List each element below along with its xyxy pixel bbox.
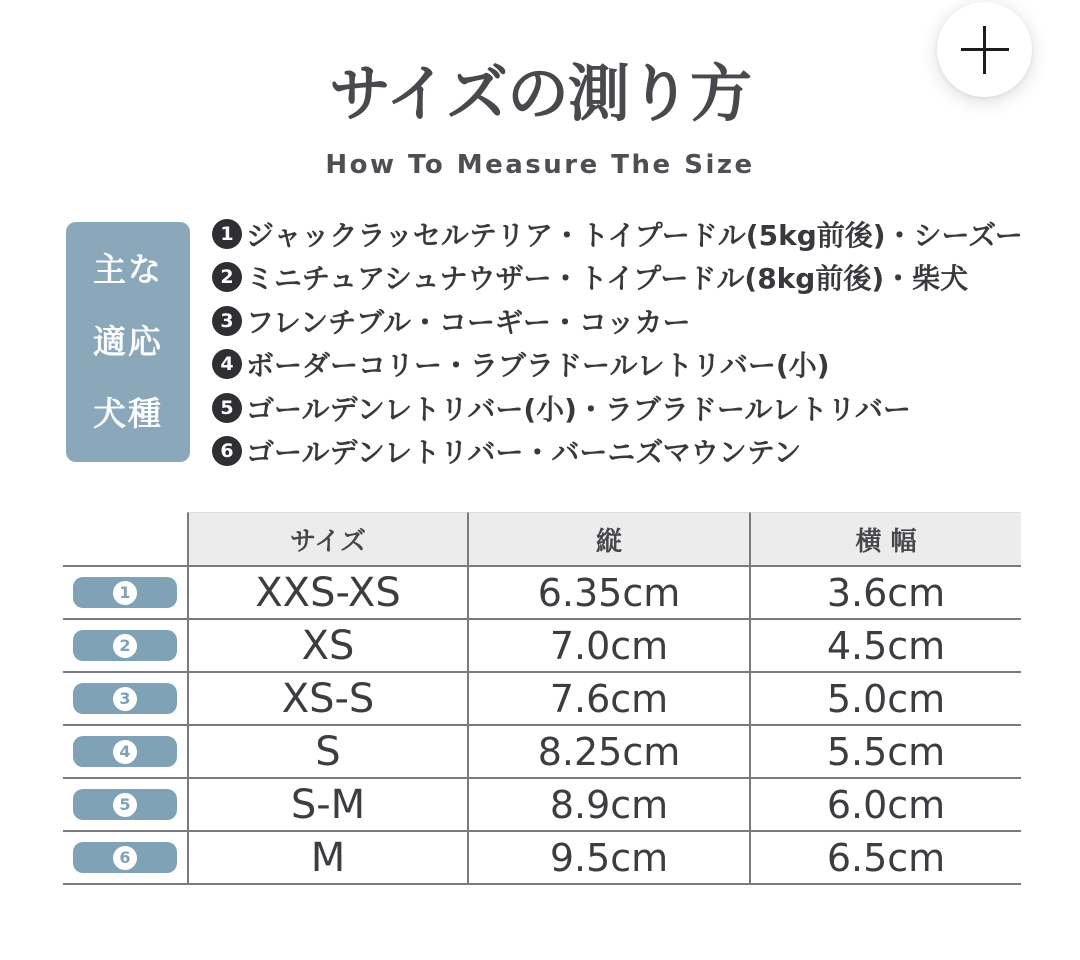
row-number-badge (73, 577, 177, 608)
breed-text: ゴールデンレトリバー・バーニズマウンテン (246, 436, 802, 470)
row-number: 4 (113, 740, 137, 764)
row-number-badge (73, 842, 177, 873)
breed-number-badge: 5 (212, 393, 242, 423)
length-cell: 7.0cm (467, 620, 749, 673)
breed-text: ゴールデンレトリバー(小)・ラブラドールレトリバー (246, 392, 911, 426)
breed-item (212, 299, 1023, 343)
breed-item (212, 430, 1023, 474)
length-cell: 6.35cm (467, 567, 749, 620)
column-header-size: サイズ (187, 512, 467, 567)
page-title: サイズの測り方 (328, 57, 752, 130)
breed-text: ミニチュアシュナウザー・トイプードル(8kg前後)・柴犬 (246, 262, 969, 296)
row-number-badge (73, 683, 177, 714)
length-cell: 7.6cm (467, 673, 749, 726)
length-cell: 9.5cm (467, 832, 749, 885)
size-cell: S (187, 726, 467, 779)
breed-label-line: 主な (93, 250, 163, 289)
row-number: 3 (113, 687, 137, 711)
row-badge-cell (63, 567, 187, 620)
length-cell: 8.9cm (467, 779, 749, 832)
breed-number-badge: 1 (212, 219, 242, 249)
breed-number-badge: 6 (212, 436, 242, 466)
width-cell: 3.6cm (749, 567, 1021, 620)
row-number: 6 (113, 846, 137, 870)
width-cell: 4.5cm (749, 620, 1021, 673)
breed-number-badge: 4 (212, 349, 242, 379)
row-number: 2 (113, 634, 137, 658)
row-number-badge (73, 736, 177, 767)
breed-number-badge: 2 (212, 262, 242, 292)
row-badge-cell (63, 779, 187, 832)
width-cell: 6.0cm (749, 779, 1021, 832)
size-table (63, 512, 1021, 885)
length-cell: 8.25cm (467, 726, 749, 779)
row-number-badge (73, 630, 177, 661)
size-cell: XS-S (187, 673, 467, 726)
breed-label-line: 犬種 (93, 394, 163, 433)
page-subtitle: How To Measure The Size (325, 150, 755, 180)
width-cell: 5.0cm (749, 673, 1021, 726)
breed-label-box (66, 222, 190, 462)
breed-item (212, 256, 1023, 300)
breed-item (212, 343, 1023, 387)
breed-label-line: 適応 (93, 322, 163, 361)
size-cell: M (187, 832, 467, 885)
row-badge-cell (63, 726, 187, 779)
size-cell: XS (187, 620, 467, 673)
column-header-width: 横幅 (749, 512, 1021, 567)
table-corner-cell (63, 512, 187, 567)
breed-item (212, 386, 1023, 430)
breed-text: ジャックラッセルテリア・トイプードル(5kg前後)・シーズー (246, 218, 1023, 252)
row-badge-cell (63, 832, 187, 885)
row-number-badge (73, 789, 177, 820)
breed-number-badge: 3 (212, 306, 242, 336)
size-cell: S-M (187, 779, 467, 832)
breed-list (212, 212, 1023, 473)
row-badge-cell (63, 620, 187, 673)
width-cell: 6.5cm (749, 832, 1021, 885)
column-header-length: 縦 (467, 512, 749, 567)
breed-text: ボーダーコリー・ラブラドールレトリバー(小) (246, 349, 830, 383)
row-badge-cell (63, 673, 187, 726)
breed-text: フレンチブル・コーギー・コッカー (246, 305, 691, 339)
width-cell: 5.5cm (749, 726, 1021, 779)
size-cell: XXS-XS (187, 567, 467, 620)
row-number: 5 (113, 793, 137, 817)
breed-item (212, 212, 1023, 256)
row-number: 1 (113, 581, 137, 605)
